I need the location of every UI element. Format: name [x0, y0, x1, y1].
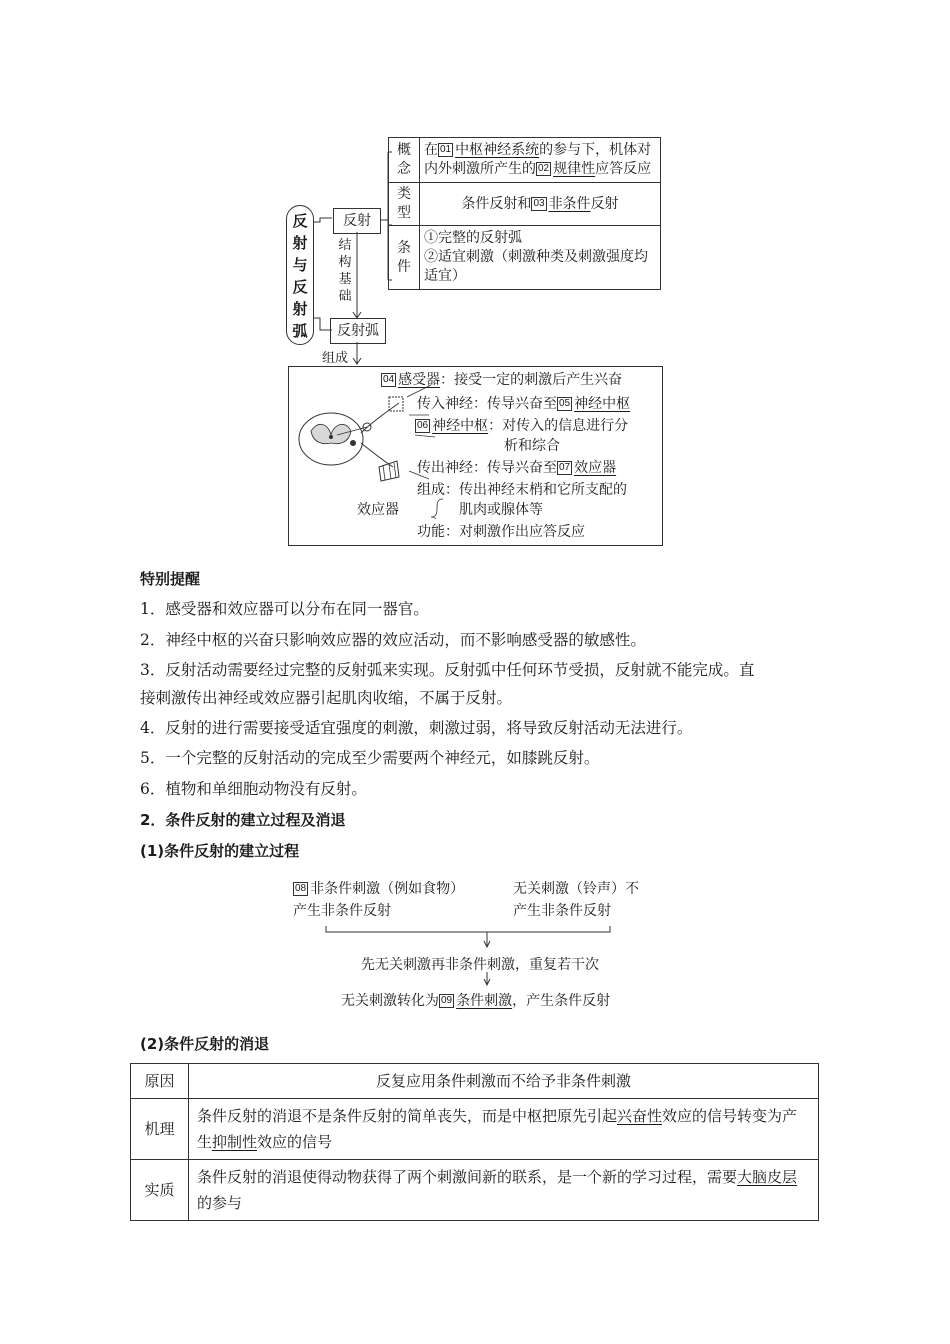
answer-text: 神经中枢: [574, 396, 631, 412]
flow-left-2: 产生非条件反射: [293, 903, 391, 919]
blank-number: 05: [559, 398, 571, 409]
type-label: 类型: [389, 183, 420, 226]
spinal-cord-illustration: [293, 387, 413, 487]
note-item: 1．感受器和效应器可以分布在同一器官。: [140, 600, 429, 618]
flow-right-1: 无关刺激（铃声）不: [513, 881, 639, 897]
type-row: [389, 183, 661, 226]
flow-middle: 先无关刺激再非条件刺激，重复若干次: [361, 957, 599, 973]
condition-label: 条件: [389, 226, 420, 290]
efferent-line: 传出神经：传导兴奋至 07 效应器: [417, 460, 617, 476]
answer-text: 兴奋性: [617, 1107, 663, 1125]
note-item: 接刺激传出神经或效应器引起肌肉收缩，不属于反射。: [140, 689, 513, 707]
afferent-line: 传入神经：传导兴奋至 05 神经中枢: [417, 396, 631, 412]
diagram-title: 反 射 与 反 射 弧: [286, 205, 314, 345]
blank-number: 09: [441, 995, 453, 1006]
answer-text: 感受器: [398, 372, 441, 388]
blank-number: 01: [440, 144, 452, 155]
answer-text: 神经中枢: [432, 418, 489, 434]
flow-result: 无关刺激转化为 09 条件刺激，产生条件反射: [341, 993, 611, 1009]
row-header: 机理: [131, 1099, 189, 1160]
flow-right-2: 产生非条件反射: [513, 903, 611, 919]
answer-text: 规律性: [553, 161, 596, 177]
subsection-heading: (1)条件反射的建立过程: [140, 842, 300, 860]
concept-label: 概念: [389, 138, 420, 183]
section-heading: 2．条件反射的建立过程及消退: [140, 811, 346, 829]
structural-basis-label: 结 构 基 础: [338, 238, 352, 304]
reflex-box: 反射: [333, 208, 381, 234]
receptor-line: 04 感受器：接受一定的刺激后产生兴奋: [383, 372, 623, 388]
blank-number: 06: [417, 420, 429, 431]
concept-row: [389, 138, 661, 183]
effector-label: 效应器: [357, 502, 399, 518]
table-row: [131, 1099, 819, 1160]
row-header: 原因: [131, 1064, 189, 1099]
note-item: 5．一个完整的反射活动的完成至少需要两个神经元，如膝跳反射。: [140, 749, 600, 767]
notes-heading: 特别提醒: [140, 570, 201, 588]
center-line: 06 神经中枢：对传入的信息进行分: [417, 418, 629, 434]
blank-number: 08: [295, 883, 307, 894]
note-item: 3．反射活动需要经过完整的反射弧来实现。反射弧中任何环节受损，反射就不能完成。直: [140, 661, 755, 679]
flow-left-1: 08 非条件刺激（例如食物）: [295, 881, 465, 897]
concept-text: 在 01 中枢神经系统的参与下，机体对内外刺激所产生的 02 规律性应答反应: [420, 138, 661, 183]
effector-function: 功能：对刺激作出应答反应: [417, 524, 585, 540]
effector-composition-1: 组成：传出神经末梢和它所支配的: [417, 482, 627, 498]
answer-text: 条件刺激: [456, 993, 513, 1009]
effector-composition-2: 肌肉或腺体等: [459, 502, 543, 518]
row-header: 实质: [131, 1160, 189, 1221]
answer-text: 抑制性: [212, 1133, 258, 1151]
blank-number: 04: [383, 374, 395, 385]
composition-label: 组成: [322, 351, 349, 366]
note-item: 6．植物和单细胞动物没有反射。: [140, 780, 367, 798]
answer-text: 非条件: [548, 195, 591, 212]
answer-text: 效应器: [574, 460, 617, 476]
blank-number: 07: [559, 462, 571, 473]
table-row: [131, 1160, 819, 1221]
type-text: 条件反射和 03 非条件反射: [420, 183, 661, 226]
reflex-arc-components: [288, 366, 663, 546]
row-content: 反复应用条件刺激而不给予非条件刺激: [189, 1064, 819, 1099]
row-content: 条件反射的消退不是条件反射的简单丧失，而是中枢把原先引起兴奋性效应的信号转变为产生抑制性效应的信号: [189, 1099, 819, 1160]
answer-text: 中枢神经系统: [455, 142, 540, 158]
reflex-arc-box: 反射弧: [330, 318, 386, 344]
subsection-heading: (2)条件反射的消退: [140, 1035, 270, 1053]
extinction-table: [130, 1063, 819, 1221]
answer-text: 大脑皮层: [737, 1168, 798, 1186]
note-item: 4．反射的进行需要接受适宜强度的刺激，刺激过弱，将导致反射活动无法进行。: [140, 719, 693, 737]
condition-row: [389, 226, 661, 290]
blank-number: 03: [533, 197, 545, 209]
table-row: [131, 1064, 819, 1099]
note-item: 2．神经中枢的兴奋只影响效应器的效应活动，而不影响感受器的敏感性。: [140, 631, 646, 649]
row-content: 条件反射的消退使得动物获得了两个刺激间新的联系，是一个新的学习过程，需要大脑皮层的参与: [189, 1160, 819, 1221]
center-line-2: 析和综合: [504, 438, 560, 454]
condition-text: ①完整的反射弧 ②适宜刺激（刺激种类及刺激强度均适宜）: [420, 226, 661, 290]
concept-table: [388, 137, 661, 290]
blank-number: 02: [538, 163, 550, 174]
